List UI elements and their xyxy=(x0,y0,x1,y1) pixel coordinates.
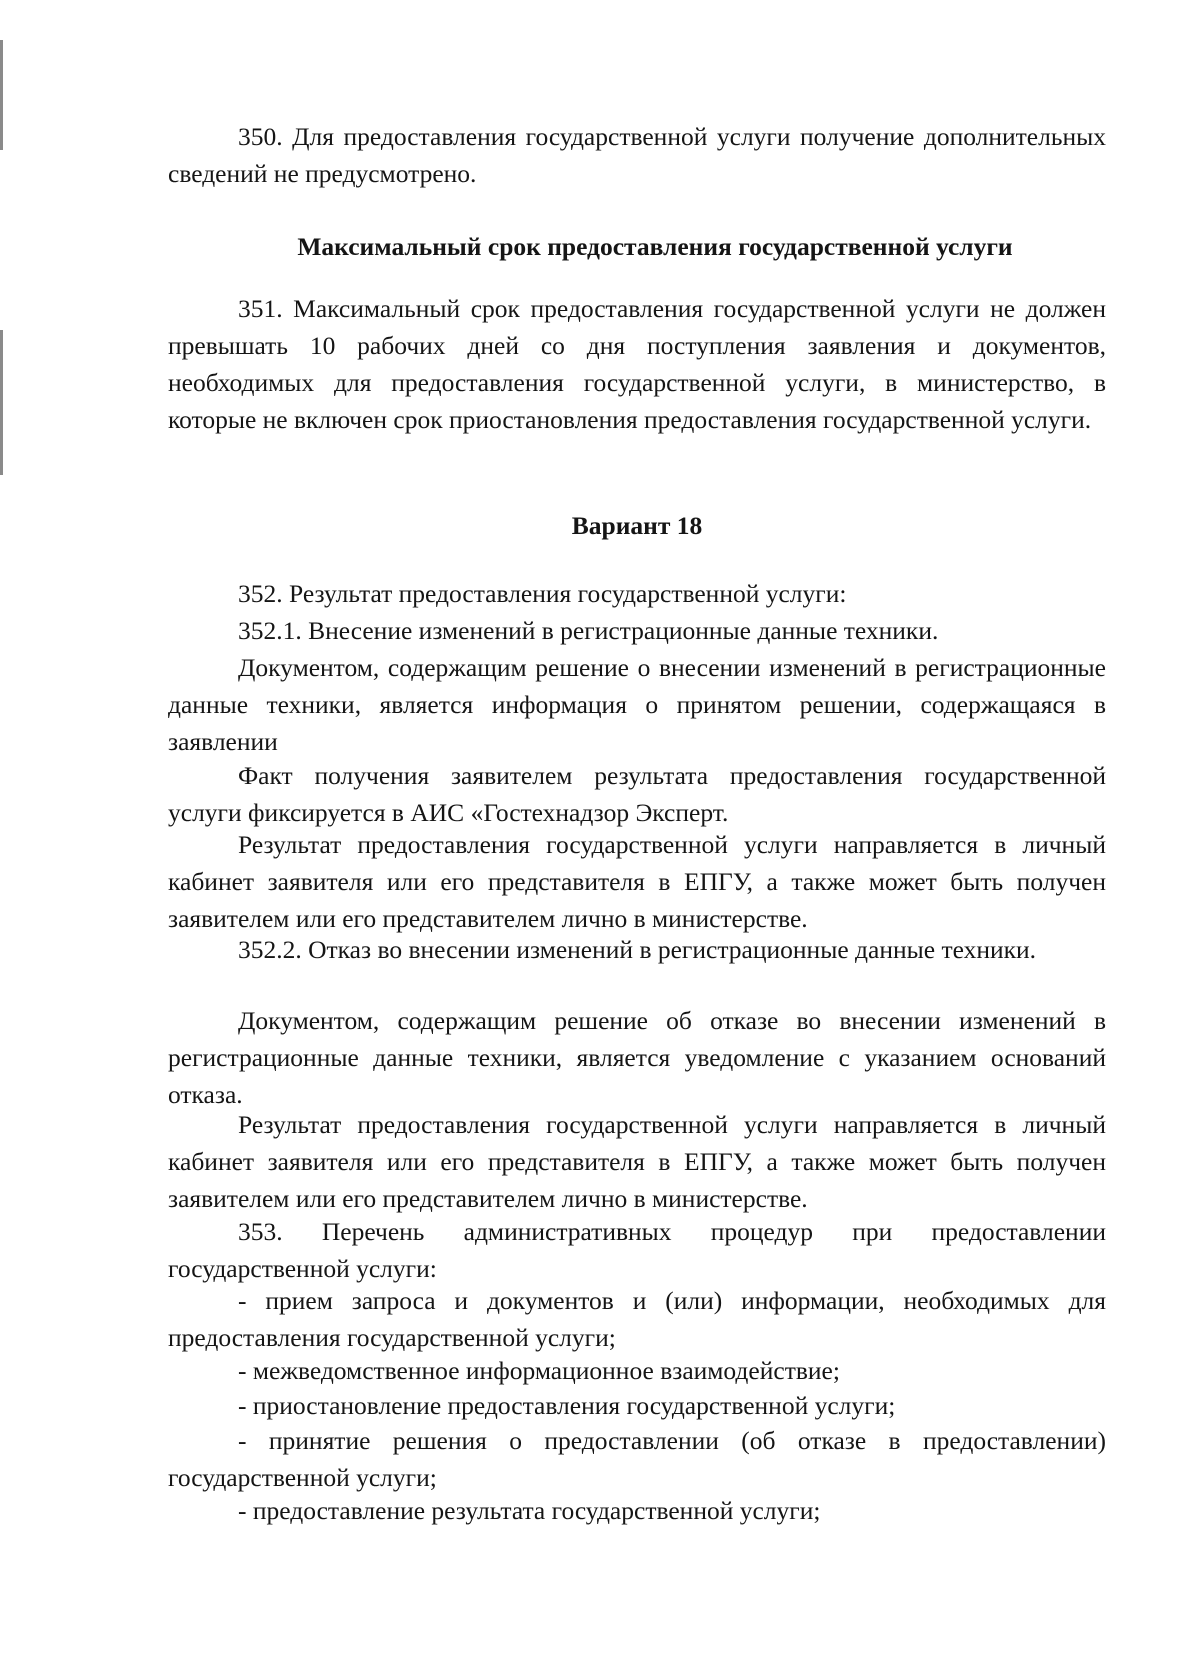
scan-edge-mark xyxy=(0,40,3,150)
paragraph-352-1-fact: Факт получения заявителем результата предоставления государственной услуги фиксируется в АИС «Гостехнадзор Эксперт. xyxy=(168,761,1106,827)
paragraph-353: 353. Перечень административных процедур при предоставлении государственной услуги: xyxy=(168,1217,1106,1283)
list-item: - прием запроса и документов и (или) информации, необходимых для предоставления государственной услуги; xyxy=(168,1286,1106,1352)
paragraph-352-1: 352.1. Внесение изменений в регистрационные данные техники. xyxy=(238,616,939,645)
list-item: - принятие решения о предоставлении (об отказе в предоставлении) государственной услуги; xyxy=(168,1426,1106,1492)
scan-edge-mark xyxy=(0,330,3,475)
list-item: - предоставление результата государственной услуги; xyxy=(238,1496,821,1525)
paragraph-351: 351. Максимальный срок предоставления государственной услуги не должен превышать 10 рабочих дней со дня поступления заявления и документов, необходимых для предоставления государственной услуги, в министерство, в которые не включен срок приостановления предоставления государственной услуги. xyxy=(168,294,1106,434)
paragraph-352-1-document: Документом, содержащим решение о внесении изменений в регистрационные данные техники, является информация о принятом решении, содержащаяся в заявлении xyxy=(168,653,1106,756)
list-item: - приостановление предоставления государственной услуги; xyxy=(238,1391,896,1420)
paragraph-352: 352. Результат предоставления государственной услуги: xyxy=(238,579,847,608)
paragraph-352-2-result: Результат предоставления государственной услуги направляется в личный кабинет заявителя или его представителя в ЕПГУ, а также может быть получен заявителем или его представителем лично в министерстве. xyxy=(168,1110,1106,1213)
paragraph-352-2-document: Документом, содержащим решение об отказе во внесении изменений в регистрационные данные техники, является уведомление с указанием оснований отказа. xyxy=(168,1006,1106,1109)
paragraph-350: 350. Для предоставления государственной услуги получение дополнительных сведений не предусмотрено. xyxy=(168,122,1106,188)
paragraph-352-2: 352.2. Отказ во внесении изменений в регистрационные данные техники. xyxy=(238,935,1037,964)
section-heading-variant: Вариант 18 xyxy=(571,511,703,540)
list-item: - межведомственное информационное взаимодействие; xyxy=(238,1356,840,1385)
section-heading-max-term: Максимальный срок предоставления государственной услуги xyxy=(297,232,1013,261)
paragraph-352-1-result: Результат предоставления государственной услуги направляется в личный кабинет заявителя или его представителя в ЕПГУ, а также может быть получен заявителем или его представителем лично в министерстве. xyxy=(168,830,1106,933)
